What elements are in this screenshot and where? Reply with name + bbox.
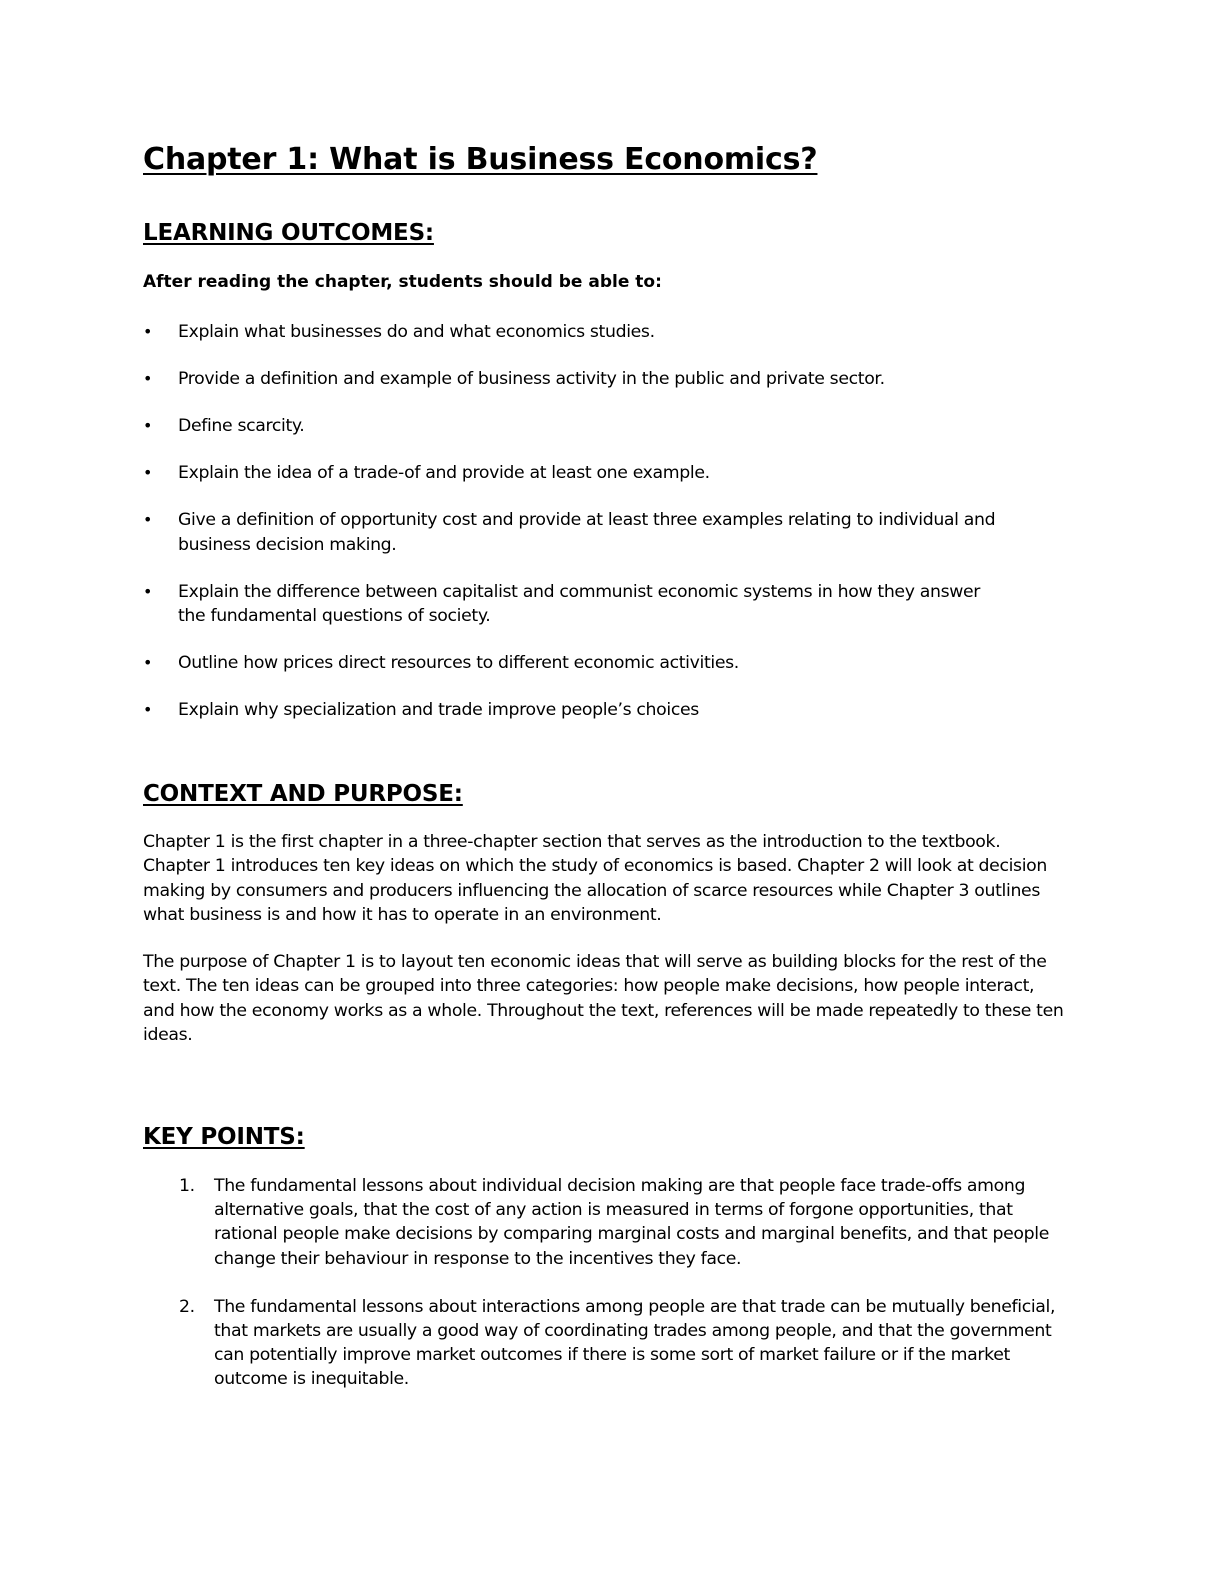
key-points-heading: KEY POINTS: bbox=[143, 1124, 305, 1150]
outcome-text: Define scarcity. bbox=[178, 416, 305, 436]
list-item bbox=[143, 580, 1043, 629]
key-point-number: 1. bbox=[179, 1176, 195, 1196]
context-and-purpose-heading: CONTEXT AND PURPOSE: bbox=[143, 781, 463, 807]
list-item bbox=[179, 1174, 1069, 1271]
bullet-icon: • bbox=[143, 510, 153, 529]
list-item bbox=[143, 414, 1043, 439]
key-point-number: 2. bbox=[179, 1296, 195, 1317]
bullet-icon: • bbox=[143, 369, 153, 388]
list-item bbox=[143, 367, 1043, 392]
learning-outcomes-heading: LEARNING OUTCOMES: bbox=[143, 220, 434, 246]
bullet-icon: • bbox=[143, 700, 153, 719]
list-item bbox=[143, 320, 1043, 345]
outcome-text: Explain why specialization and trade improve people’s choices bbox=[178, 700, 699, 720]
learning-outcomes-intro: After reading the chapter, students should be able to: bbox=[143, 272, 662, 292]
bullet-icon: • bbox=[143, 463, 153, 482]
outcome-text: Explain the difference between capitalist and communist economic systems in how they answer the fundamental questions of society. bbox=[178, 581, 981, 626]
outcome-text: Explain the idea of a trade-of and provide at least one example. bbox=[178, 463, 710, 483]
bullet-icon: • bbox=[143, 653, 153, 672]
list-item bbox=[143, 508, 1043, 557]
outcome-text: Provide a definition and example of business activity in the public and private sector. bbox=[178, 369, 885, 389]
key-points-list bbox=[179, 1174, 1069, 1416]
list-item bbox=[143, 651, 1043, 676]
bullet-icon: • bbox=[143, 322, 153, 341]
chapter-title: Chapter 1: What is Business Economics? bbox=[143, 142, 818, 177]
context-paragraph-2: The purpose of Chapter 1 is to layout ten economic ideas that will serve as building blocks for the rest of the text. The ten ideas can be grouped into three categories: how people make decisions, how people interact, and how the economy works as a whole. Throughout the text, references will be made repeatedly to these ten ideas. bbox=[143, 952, 1064, 1045]
list-item bbox=[179, 1295, 1069, 1392]
learning-outcomes-list bbox=[143, 320, 1043, 745]
outcome-text: Give a definition of opportunity cost and provide at least three examples relating to individual and business decision making. bbox=[178, 510, 996, 555]
list-item bbox=[143, 461, 1043, 486]
list-item bbox=[143, 698, 1043, 723]
context-paragraph-1: Chapter 1 is the first chapter in a three-chapter section that serves as the introduction to the textbook. Chapter 1 introduces ten key ideas on which the study of economics is based. Chapter 2 will look at decision making by consumers and producers influencing the allocation of scarce resources while Chapter 3 outlines what business is and how it has to operate in an environment. bbox=[143, 832, 1047, 925]
outcome-text: Outline how prices direct resources to different economic activities. bbox=[178, 653, 739, 673]
key-point-text: The fundamental lessons about individual decision making are that people face trade-offs among alternative goals, that the cost of any action is measured in terms of forgone opportunities, that rational people make decisions by comparing marginal costs and marginal benefits, and that people change their behaviour in response to the incentives they face. bbox=[214, 1176, 1049, 1269]
key-point-text: The fundamental lessons about interactions among people are that trade can be mutually beneficial, that markets are usually a good way of coordinating trades among people, and that the government can potentially improve market outcomes if there is some sort of market failure or if the market outcome is inequitable. bbox=[214, 1296, 1056, 1390]
bullet-icon: • bbox=[143, 416, 153, 435]
bullet-icon: • bbox=[143, 581, 153, 601]
outcome-text: Explain what businesses do and what economics studies. bbox=[178, 322, 655, 342]
